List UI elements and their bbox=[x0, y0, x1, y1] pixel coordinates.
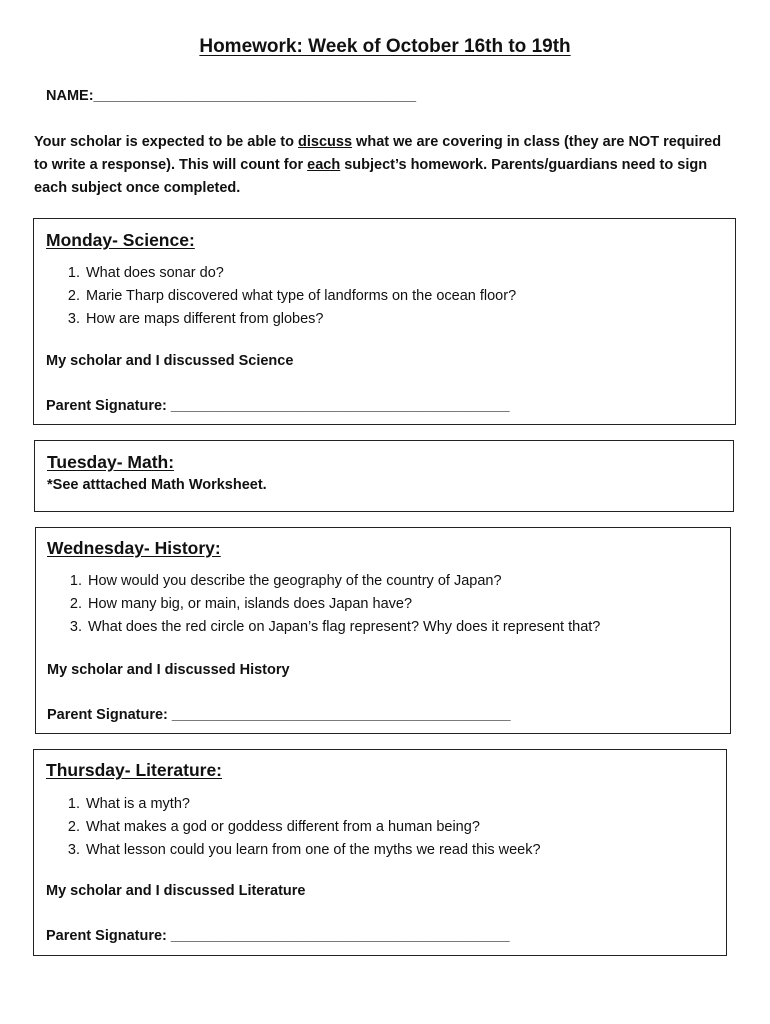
list-item: 2. Marie Tharp discovered what type of landforms on the ocean floor? bbox=[84, 285, 754, 308]
wednesday-signature-field[interactable]: Parent Signature: __________________________________________ bbox=[47, 707, 511, 723]
wednesday-history-box bbox=[35, 527, 731, 734]
monday-discussed-line: My scholar and I discussed Science bbox=[46, 353, 294, 369]
monday-signature-field[interactable]: Parent Signature: __________________________________________ bbox=[46, 398, 510, 414]
name-label: NAME: bbox=[46, 88, 94, 104]
page-title: Homework: Week of October 16th to 19th bbox=[199, 36, 571, 57]
list-item: 3. How are maps different from globes? bbox=[84, 308, 754, 331]
list-item: 2. What makes a god or goddess different from a human being? bbox=[84, 816, 754, 839]
wednesday-question-list bbox=[48, 570, 756, 639]
instructions: Your scholar is expected to be able to discuss what we are covering in class (they are NOT required to write a response). This will count for each subject’s homework. Parents/guardians need to sign each subject once completed. bbox=[34, 134, 722, 196]
list-item: 2. How many big, or main, islands does Japan have? bbox=[86, 593, 756, 616]
tuesday-math-box bbox=[34, 440, 734, 512]
thursday-question-list bbox=[46, 793, 754, 862]
list-item: 3. What lesson could you learn from one of the myths we read this week? bbox=[84, 839, 754, 862]
tuesday-note: *See atttached Math Worksheet. bbox=[47, 477, 267, 493]
tuesday-heading: Tuesday- Math: bbox=[47, 452, 175, 472]
wednesday-discussed-line: My scholar and I discussed History bbox=[47, 662, 290, 678]
list-item: 1. What does sonar do? bbox=[84, 262, 754, 285]
wednesday-heading: Wednesday- History: bbox=[47, 538, 221, 558]
monday-science-box bbox=[33, 218, 736, 425]
each-emphasis: each bbox=[307, 157, 341, 173]
thursday-literature-box bbox=[33, 749, 727, 956]
discuss-emphasis: discuss bbox=[298, 134, 353, 150]
list-item: 1. How would you describe the geography of the country of Japan? bbox=[86, 570, 756, 593]
list-item: 1. What is a myth? bbox=[84, 793, 754, 816]
monday-question-list bbox=[46, 262, 754, 331]
thursday-signature-field[interactable]: Parent Signature: __________________________________________ bbox=[46, 928, 510, 944]
thursday-discussed-line: My scholar and I discussed Literature bbox=[46, 883, 306, 899]
list-item: 3. What does the red circle on Japan’s flag represent? Why does it represent that? bbox=[86, 616, 756, 639]
name-field[interactable] bbox=[46, 88, 416, 104]
monday-heading: Monday- Science: bbox=[46, 230, 195, 250]
thursday-heading: Thursday- Literature: bbox=[46, 760, 222, 780]
name-blank: ________________________________________ bbox=[93, 88, 417, 104]
